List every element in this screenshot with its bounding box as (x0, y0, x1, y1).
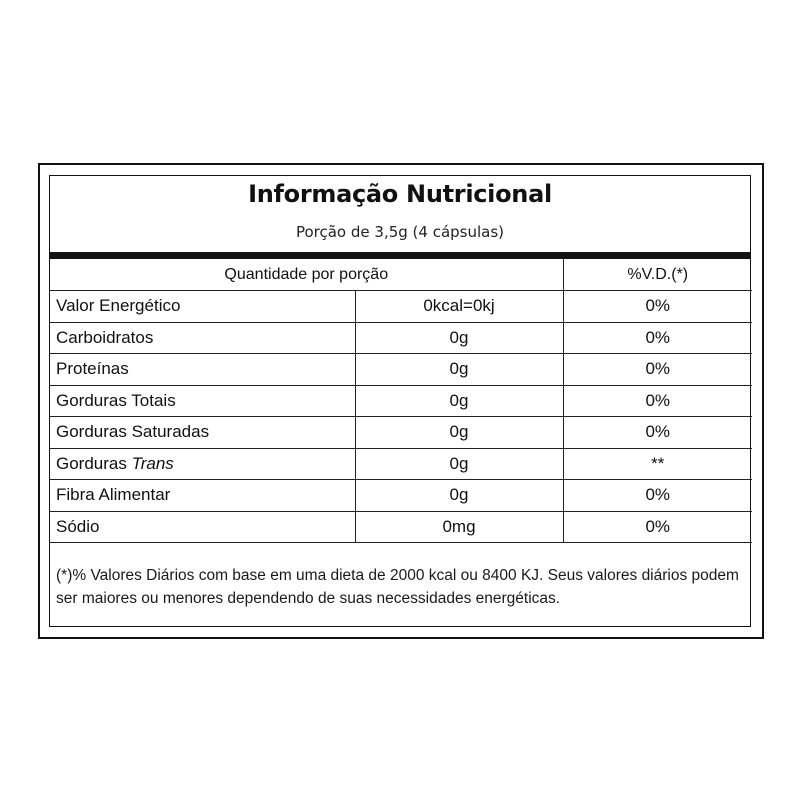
nutrient-name-text: Sódio (56, 516, 100, 536)
nutrient-name-text: Gorduras Totais (56, 390, 176, 410)
nutrient-amount: 0g (355, 480, 563, 512)
nutrient-amount: 0g (355, 322, 563, 354)
nutrient-name-text: Fibra Alimentar (56, 485, 171, 505)
header-divider (50, 252, 750, 259)
nutrient-name (50, 417, 355, 449)
nutrient-dv: ** (563, 448, 752, 480)
nutrient-amount: 0g (355, 354, 563, 386)
nutrient-dv: 0% (563, 480, 752, 512)
nutrient-dv: 0% (563, 291, 752, 323)
nutrition-table (50, 259, 752, 543)
nutrient-name (50, 448, 355, 480)
nutrient-name-text: Carboidratos (56, 327, 154, 347)
nutrient-name-text: Proteínas (56, 359, 129, 379)
nutrient-name (50, 480, 355, 512)
nutrient-name-text: Gorduras Saturadas (56, 422, 210, 442)
table-row (50, 385, 752, 417)
nutrient-amount: 0mg (355, 511, 563, 543)
nutrient-name-text: Gorduras (56, 453, 132, 473)
nutrient-dv: 0% (563, 354, 752, 386)
nutrient-name-text: Valor Energético (56, 296, 181, 316)
nutrient-amount: 0g (355, 417, 563, 449)
table-row (50, 322, 752, 354)
nutrient-name (50, 291, 355, 323)
footnote: (*)% Valores Diários com base em uma dieta de 2000 kcal ou 8400 KJ. Seus valores diários podem ser maiores ou menores dependendo de suas necessidades energéticas. (56, 567, 739, 607)
table-header-row (50, 259, 752, 291)
nutrient-name (50, 511, 355, 543)
nutrient-amount: 0g (355, 385, 563, 417)
table-row (50, 291, 752, 323)
nutrient-name (50, 385, 355, 417)
quantity-header: Quantidade por porção (50, 259, 563, 291)
nutrient-dv: 0% (563, 322, 752, 354)
nutrient-name (50, 354, 355, 386)
table-row (50, 511, 752, 543)
nutrition-label (49, 175, 751, 627)
table-row (50, 480, 752, 512)
nutrient-name (50, 322, 355, 354)
nutrient-dv: 0% (563, 417, 752, 449)
table-row (50, 417, 752, 449)
label-title: Informação Nutricional (248, 180, 552, 208)
nutrient-name-italic: Trans (131, 453, 174, 473)
label-header (50, 176, 750, 252)
nutrient-dv: 0% (563, 385, 752, 417)
nutrient-amount: 0kcal=0kj (355, 291, 563, 323)
nutrient-dv: 0% (563, 511, 752, 543)
portion-size: Porção de 3,5g (4 cápsulas) (295, 223, 505, 241)
table-row (50, 354, 752, 386)
dv-header: %V.D.(*) (563, 259, 752, 291)
nutrient-amount: 0g (355, 448, 563, 480)
table-row (50, 448, 752, 480)
